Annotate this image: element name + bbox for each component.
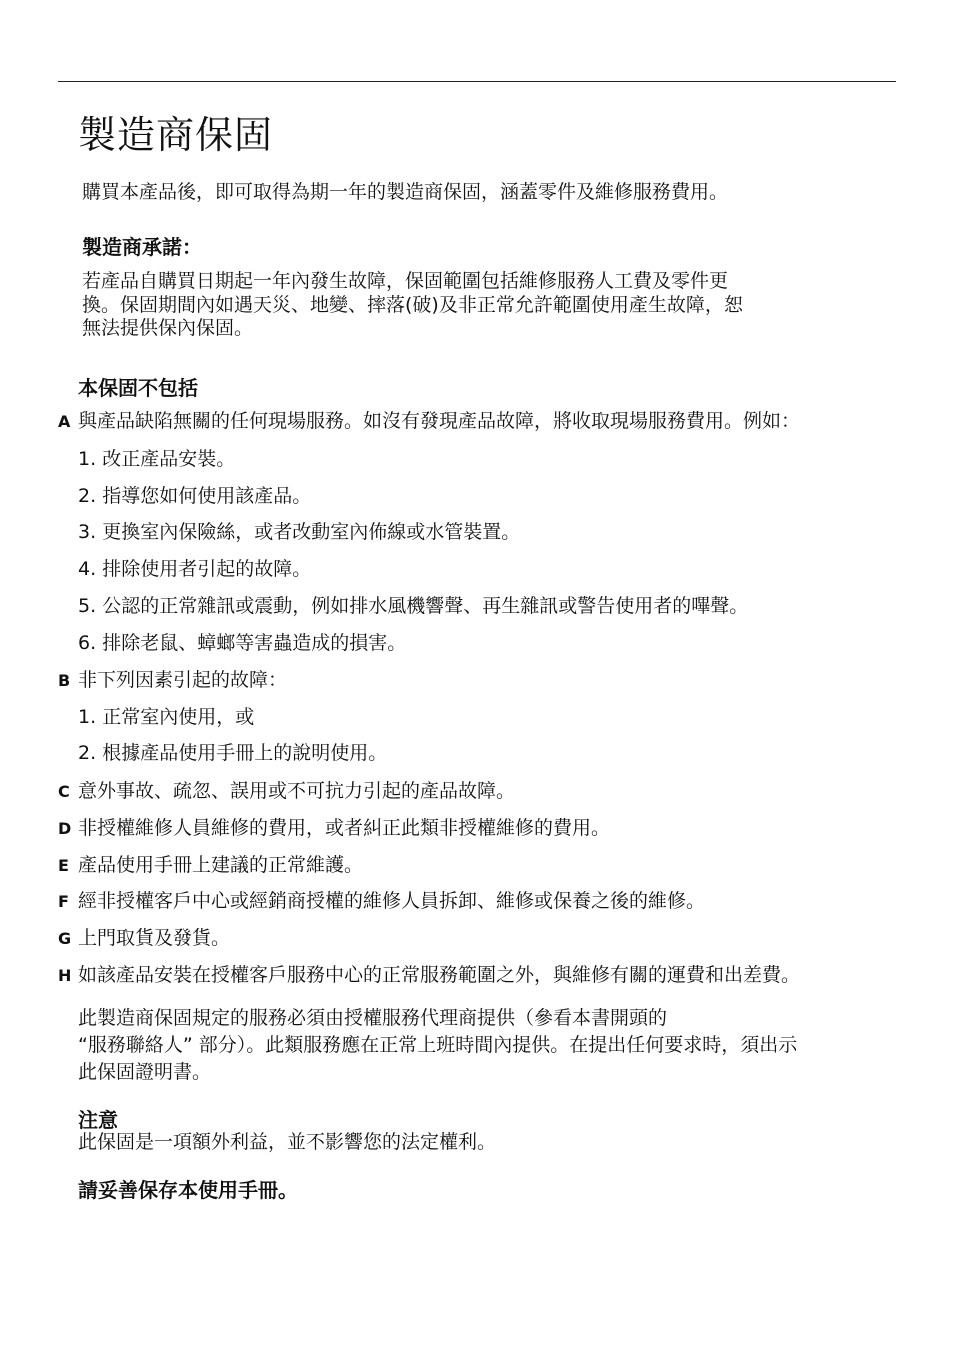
exclusion-item <box>58 409 800 434</box>
item-text: 產品使用手冊上建議的正常維護。 <box>78 854 364 876</box>
sub-item-text: 排除使用者引起的故障。 <box>102 558 312 580</box>
item-letter: A <box>58 412 71 431</box>
sub-item <box>78 447 235 471</box>
sub-item-text: 改正產品安裝。 <box>102 448 236 470</box>
note-heading: 注意 <box>78 1108 118 1132</box>
sub-item <box>78 520 520 544</box>
item-text: 意外事故、疏忽、誤用或不可抗力引起的產品故障。 <box>78 780 516 802</box>
sub-item-text: 公認的正常雜訊或震動，例如排水風機響聲、再生雜訊或警告使用者的嗶聲。 <box>102 595 749 617</box>
promise-line: 若產品自購買日期起一年內發生故障，保固範圍包括維修服務人工費及零件更 <box>82 270 729 292</box>
item-letter: F <box>58 892 69 911</box>
item-text: 經非授權客戶中心或經銷商授權的維修人員拆卸、維修或保養之後的維修。 <box>78 890 706 912</box>
item-letter: E <box>58 856 69 875</box>
page-title: 製造商保固 <box>78 113 274 157</box>
sub-item-number: 1. <box>78 706 97 728</box>
sub-item-text: 排除老鼠、蟑螂等害蟲造成的損害。 <box>102 632 407 654</box>
sub-item-text: 指導您如何使用該產品。 <box>102 485 312 507</box>
exclusions-heading: 本保固不包括 <box>78 376 198 400</box>
item-letter: H <box>58 966 72 985</box>
item-text: 與產品缺陷無關的任何現場服務。如沒有發現產品故障，將收取現場服務費用。例如： <box>78 410 801 432</box>
sub-item <box>78 484 311 508</box>
sub-item <box>78 705 254 729</box>
item-letter: C <box>58 782 70 801</box>
sub-item-number: 2. <box>78 742 97 764</box>
sub-item-text: 根據產品使用手冊上的說明使用。 <box>102 742 388 764</box>
promise-heading: 製造商承諾： <box>82 235 202 259</box>
sub-item-number: 1. <box>78 448 97 470</box>
item-text: 非授權維修人員維修的費用，或者糾正此類非授權維修的費用。 <box>78 817 611 839</box>
exclusion-item <box>58 926 230 951</box>
item-text: 如該產品安裝在授權客戶服務中心的正常服務範圍之外，與維修有關的運費和出差費。 <box>78 964 801 986</box>
item-letter: G <box>58 929 72 948</box>
exclusion-item <box>58 889 705 914</box>
sub-item-number: 2. <box>78 485 97 507</box>
sub-item <box>78 557 311 581</box>
promise-line: 換。保固期間內如遇天災、地變、摔落(破)及非正常允許範圍使用產生故障，恕 <box>82 294 743 316</box>
service-note-line: 此製造商保固規定的服務必須由授權服務代理商提供（參看本書開頭的 <box>78 1007 668 1029</box>
sub-item <box>78 741 387 765</box>
item-text: 非下列因素引起的故障： <box>78 669 288 691</box>
item-text: 上門取貨及發貨。 <box>78 927 231 949</box>
sub-item <box>78 631 406 655</box>
exclusion-item <box>58 853 363 878</box>
top-divider <box>58 81 896 82</box>
exclusion-item <box>58 779 515 804</box>
item-letter: B <box>58 671 71 690</box>
service-note-line: 此保固證明書。 <box>78 1061 212 1083</box>
sub-item-number: 5. <box>78 595 97 617</box>
sub-item <box>78 594 748 618</box>
exclusion-item <box>58 963 800 988</box>
promise-line: 無法提供保內保固。 <box>82 317 254 339</box>
footer-note: 請妥善保存本使用手冊。 <box>78 1178 298 1202</box>
sub-item-number: 6. <box>78 632 97 654</box>
intro-text: 購買本產品後，即可取得為期一年的製造商保固，涵蓋零件及維修服務費用。 <box>82 181 729 203</box>
sub-item-text: 更換室內保險絲，或者改動室內佈線或水管裝置。 <box>102 521 521 543</box>
exclusion-item <box>58 816 610 841</box>
item-letter: D <box>58 819 72 838</box>
exclusion-item <box>58 668 287 693</box>
note-text: 此保固是一項額外利益，並不影響您的法定權利。 <box>78 1131 497 1153</box>
sub-item-number: 3. <box>78 521 97 543</box>
sub-item-text: 正常室內使用，或 <box>102 706 255 728</box>
service-note-line: “服務聯絡人” 部分）。此類服務應在正常上班時間內提供。在提出任何要求時，須出示 <box>78 1034 798 1056</box>
sub-item-number: 4. <box>78 558 97 580</box>
